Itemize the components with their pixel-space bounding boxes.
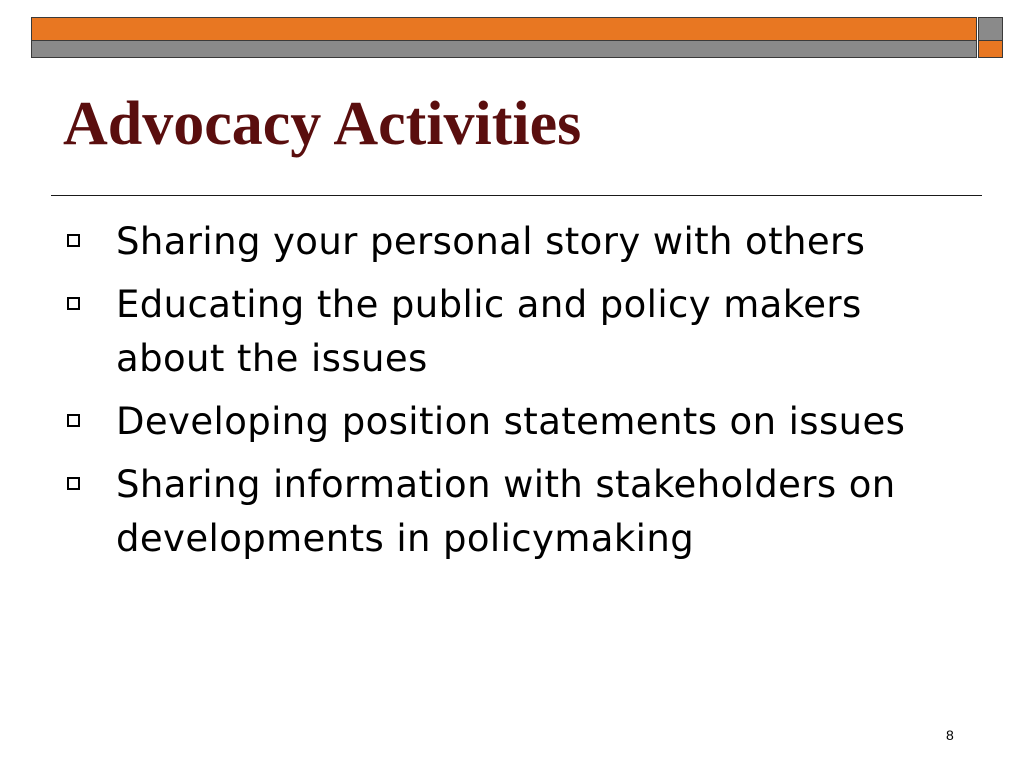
bullet-item [64, 278, 964, 386]
bullet-item [64, 215, 964, 269]
header-corner-gray-block [978, 17, 1003, 41]
bullet-item [64, 458, 964, 566]
bullet-item [64, 395, 964, 449]
hollow-square-bullet-icon [67, 477, 80, 490]
bullet-text: Educating the public and policy makers about the issues [116, 283, 862, 380]
hollow-square-bullet-icon [67, 234, 80, 247]
header-orange-band [31, 17, 977, 41]
bullet-list [64, 215, 964, 575]
hollow-square-bullet-icon [67, 297, 80, 310]
hollow-square-bullet-icon [67, 414, 80, 427]
slide-title: Advocacy Activities [63, 90, 582, 158]
bullet-text: Sharing your personal story with others [116, 220, 866, 263]
bullet-text: Sharing information with stakeholders on developments in policymaking [116, 463, 896, 560]
page-number: 8 [946, 727, 954, 743]
title-divider [51, 195, 982, 196]
bullet-text: Developing position statements on issues [116, 400, 906, 443]
header-gray-band [31, 41, 977, 58]
header-corner-orange-block [978, 41, 1003, 58]
